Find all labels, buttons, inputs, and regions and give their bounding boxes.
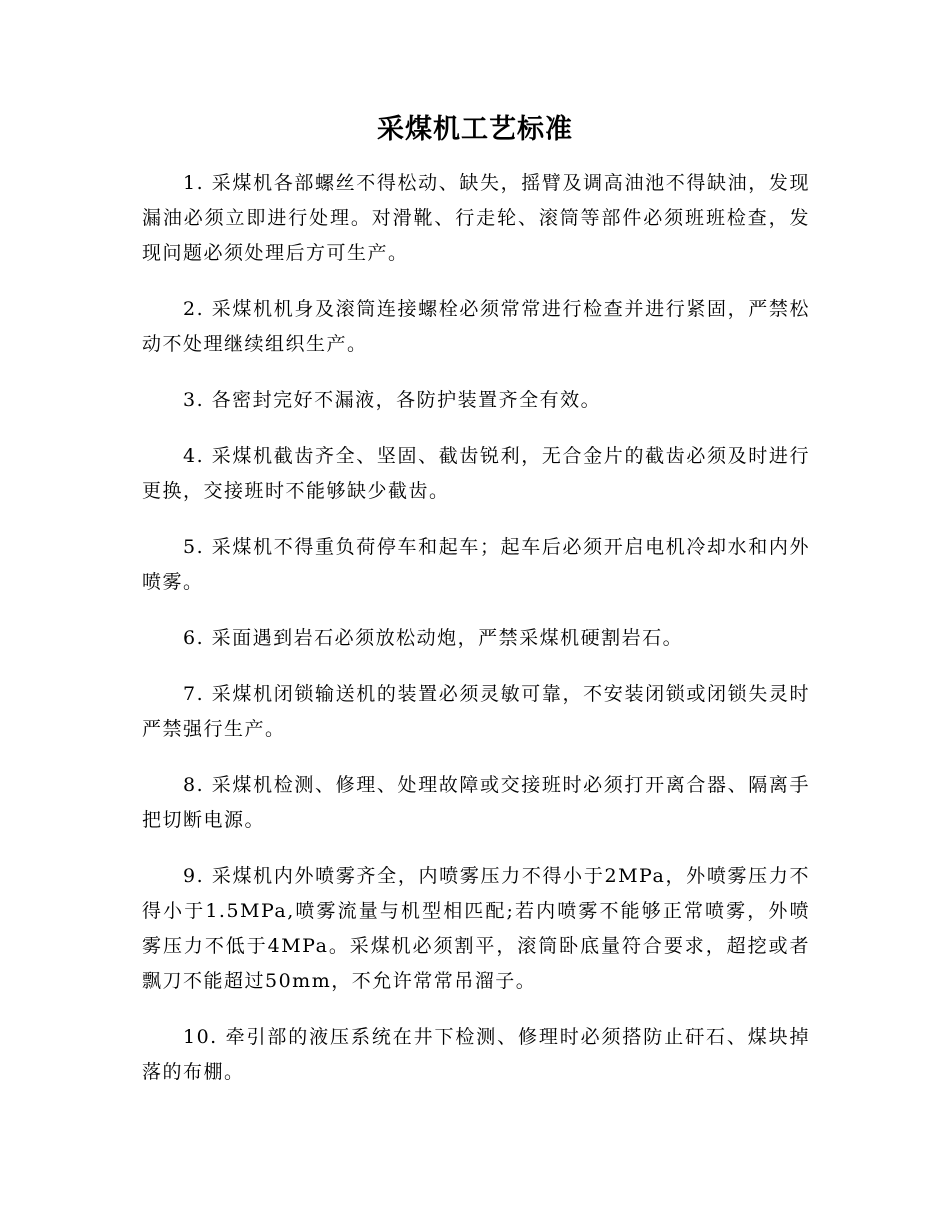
document-title: 采煤机工艺标准: [377, 114, 573, 145]
paragraph-7: 7. 采煤机闭锁输送机的装置必须灵敏可靠，不安装闭锁或闭锁失灵时严禁强行生产。: [142, 683, 810, 740]
paragraph-2: 2. 采煤机机身及滚筒连接螺栓必须常常进行检查并进行紧固，严禁松动不处理继续组织生产。: [142, 298, 810, 355]
paragraph-1: 1. 采煤机各部螺丝不得松动、缺失，摇臂及调高油池不得缺油，发现漏油必须立即进行处理。对滑靴、行走轮、滚筒等部件必须班班检查，发现问题必须处理后方可生产。: [142, 172, 810, 264]
paragraph-5: 5. 采煤机不得重负荷停车和起车；起车后必须开启电机冷却水和内外喷雾。: [142, 536, 810, 593]
paragraph-9: 9. 采煤机内外喷雾齐全，内喷雾压力不得小于2MPa，外喷雾压力不得小于1.5MPa,喷雾流量与机型相匹配;若内喷雾不能够正常喷雾，外喷雾压力不低于4MPa。采煤机必须割平，滚筒卧底量符合要求，超挖或者飘刀不能超过50mm，不允许常常吊溜子。: [142, 865, 810, 992]
paragraph-3: 3. 各密封完好不漏液，各防护装置齐全有效。: [183, 389, 602, 411]
paragraph-6: 6. 采面遇到岩石必须放松动炮，严禁采煤机硬割岩石。: [183, 627, 684, 649]
paragraph-4: 4. 采煤机截齿齐全、坚固、截齿锐利，无合金片的截齿必须及时进行更换，交接班时不能够缺少截齿。: [142, 445, 810, 502]
document-body: [142, 166, 810, 1111]
paragraph-8: 8. 采煤机检测、修理、处理故障或交接班时必须打开离合器、隔离手把切断电源。: [142, 774, 810, 831]
paragraph-10: 10. 牵引部的液压系统在井下检测、修理时必须搭防止矸石、煤块掉落的布棚。: [142, 1026, 810, 1083]
